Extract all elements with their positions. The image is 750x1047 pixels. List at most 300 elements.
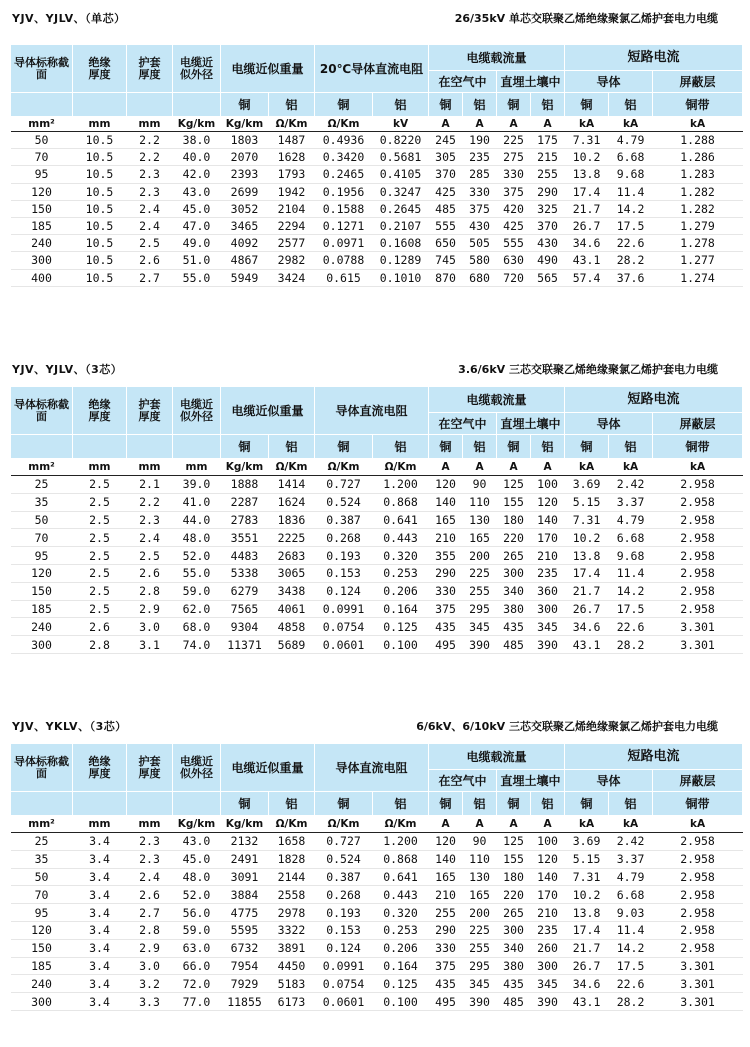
unit-cell: mm² [11,117,73,132]
table-cell: 295 [463,957,497,975]
table-cell: 1.282 [653,183,743,200]
header-sheath: 护套厚度 [127,744,173,792]
table-cell: 2.9 [127,939,173,957]
table-cell: 43.1 [565,993,609,1011]
header-in-soil: 直埋土壤中 [497,71,565,93]
table-cell: 4061 [269,600,315,618]
table-cell: 0.253 [373,564,429,582]
table-cell: 57.4 [565,269,609,286]
table-cell: 0.0991 [315,957,373,975]
spec-table [10,743,743,1011]
table-cell: 370 [531,217,565,234]
table-cell: 2.5 [127,235,173,252]
table-cell: 10.2 [565,149,609,166]
table-cell: 0.164 [373,600,429,618]
units-row [11,459,743,476]
table-cell: 41.0 [173,493,221,511]
table-cell: 28.2 [609,252,653,269]
table-cell: 0.0754 [315,618,373,636]
table-cell: 120 [429,476,463,494]
table-cell: 17.5 [609,217,653,234]
table-cell: 185 [11,217,73,234]
table-cell: 3.0 [127,618,173,636]
table-cell: 150 [11,200,73,217]
table-cell: 435 [497,975,531,993]
table-cell: 0.100 [373,636,429,654]
table-cell: 17.4 [565,183,609,200]
table-cell: 1836 [269,511,315,529]
unit-cell: mm [173,459,221,476]
unit-cell: mm [73,459,127,476]
header-cu: 铜 [497,93,531,117]
table-cell: 140 [531,511,565,529]
table-cell: 0.193 [315,547,373,565]
table-cell: 0.8220 [373,132,429,149]
table-cell: 3.301 [653,636,743,654]
table-cell: 375 [429,600,463,618]
unit-cell: kA [565,117,609,132]
table-cell: 2699 [221,183,269,200]
table-cell: 3.37 [609,850,653,868]
header-outer-diameter: 电缆近似外径 [173,387,221,435]
table-cell: 17.5 [609,600,653,618]
unit-cell: Ω/Km [269,117,315,132]
header-al: 铝 [531,792,565,816]
unit-cell: Ω/Km [269,459,315,476]
unit-cell: Kg/km [221,459,269,476]
table-row [11,529,743,547]
table-cell: 4775 [221,904,269,922]
unit-cell: A [497,459,531,476]
header-cu: 铜 [315,435,373,459]
table-cell: 1.288 [653,132,743,149]
table-cell: 3.4 [73,850,127,868]
header-in-soil: 直埋土壤中 [497,413,565,435]
unit-cell: kA [565,459,609,476]
table-cell: 2.958 [653,564,743,582]
header-copper-band: 铜带 [653,93,743,117]
header-al: 铝 [269,792,315,816]
table-cell: 2.9 [127,600,173,618]
table-cell: 215 [531,149,565,166]
table-cell: 2.4 [127,200,173,217]
table-cell: 720 [497,269,531,286]
header-al: 铝 [531,435,565,459]
header-conductor: 导体 [565,71,653,93]
table-cell: 2.2 [127,493,173,511]
table-cell: 300 [531,957,565,975]
table-cell: 580 [463,252,497,269]
table-cell: 3.4 [73,975,127,993]
table-cell: 14.2 [609,939,653,957]
units-row [11,816,743,833]
table-cell: 345 [531,975,565,993]
unit-cell: Ω/Km [315,816,373,833]
table-cell: 7565 [221,600,269,618]
section-model-title: YJV、YJLV、（单芯） [12,12,126,25]
table-cell: 260 [531,939,565,957]
table-cell: 2393 [221,166,269,183]
table-cell: 10.5 [73,217,127,234]
table-cell: 63.0 [173,939,221,957]
table-cell: 1414 [269,476,315,494]
table-cell: 0.868 [373,850,429,868]
table-cell: 300 [11,993,73,1011]
table-cell: 430 [531,235,565,252]
table-cell: 630 [497,252,531,269]
table-row [11,166,743,183]
table-cell: 275 [497,149,531,166]
table-cell: 295 [463,600,497,618]
table-cell: 0.2107 [373,217,429,234]
table-cell: 2.958 [653,582,743,600]
header-conductor: 导体 [565,770,653,792]
table-cell: 3.4 [73,868,127,886]
table-cell: 1942 [269,183,315,200]
table-cell: 1.200 [373,476,429,494]
table-cell: 37.6 [609,269,653,286]
header-cu: 铜 [565,435,609,459]
table-cell: 44.0 [173,511,221,529]
table-cell: 0.387 [315,511,373,529]
header-al: 铝 [373,792,429,816]
table-cell: 2491 [221,850,269,868]
header-conductor: 导体 [565,413,653,435]
table-cell: 435 [429,975,463,993]
table-cell: 2104 [269,200,315,217]
table-cell: 0.443 [373,529,429,547]
table-cell: 360 [531,582,565,600]
header-al: 铝 [531,93,565,117]
table-cell: 28.2 [609,993,653,1011]
table-row [11,217,743,234]
table-cell: 4450 [269,957,315,975]
unit-cell: kA [653,459,743,476]
header-in-soil: 直埋土壤中 [497,770,565,792]
table-cell: 1.283 [653,166,743,183]
table-cell: 26.7 [565,217,609,234]
table-cell: 0.153 [315,564,373,582]
table-row [11,476,743,494]
table-cell: 555 [497,235,531,252]
table-cell: 7954 [221,957,269,975]
table-row [11,200,743,217]
unit-cell: mm² [11,459,73,476]
unit-cell: mm [127,459,173,476]
table-cell: 0.4105 [373,166,429,183]
unit-cell: kA [609,459,653,476]
table-cell: 2.958 [653,868,743,886]
table-cell: 0.124 [315,582,373,600]
table-cell: 325 [531,200,565,217]
unit-cell: kA [565,816,609,833]
table-cell: 0.0601 [315,636,373,654]
table-cell: 340 [497,939,531,957]
table-cell: 10.5 [73,149,127,166]
table-cell: 1888 [221,476,269,494]
table-cell: 17.4 [565,564,609,582]
table-cell: 4483 [221,547,269,565]
table-cell: 1624 [269,493,315,511]
table-cell: 3.301 [653,975,743,993]
table-cell: 0.206 [373,939,429,957]
table-cell: 2.5 [73,476,127,494]
table-cell: 0.524 [315,493,373,511]
table-row [11,183,743,200]
table-cell: 210 [531,904,565,922]
table-cell: 1.279 [653,217,743,234]
table-body [11,459,743,654]
table-cell: 0.0754 [315,975,373,993]
table-cell: 1.278 [653,235,743,252]
table-cell: 165 [463,886,497,904]
table-cell: 3.4 [73,886,127,904]
unit-cell: A [429,117,463,132]
table-cell: 125 [497,833,531,851]
table-cell: 4.79 [609,132,653,149]
table-cell: 3.4 [73,904,127,922]
header-weight: 电缆近似重量 [221,744,315,792]
table-cell: 435 [497,618,531,636]
table-cell: 3065 [269,564,315,582]
table-row [11,132,743,149]
table-cell: 210 [531,547,565,565]
table-cell: 0.1010 [373,269,429,286]
table-cell: 200 [463,904,497,922]
table-cell: 0.615 [315,269,373,286]
table-cell: 435 [429,618,463,636]
table-cell: 50 [11,511,73,529]
unit-cell: mm [127,816,173,833]
header-al: 铝 [463,93,497,117]
table-cell: 3.2 [127,975,173,993]
table-cell: 42.0 [173,166,221,183]
table-cell: 3322 [269,921,315,939]
table-cell: 1.277 [653,252,743,269]
table-cell: 330 [497,166,531,183]
table-cell: 120 [531,493,565,511]
table-body [11,117,743,287]
section-product-title: 26/35kV 单芯交联聚乙烯绝缘聚氯乙烯护套电力电缆 [454,12,718,25]
table-cell: 175 [531,132,565,149]
table-row [11,886,743,904]
table-cell: 2.958 [653,511,743,529]
header-al: 铝 [373,435,429,459]
table-cell: 125 [497,476,531,494]
section-product-title: 3.6/6kV 三芯交联聚乙烯绝缘聚氯乙烯护套电力电缆 [458,363,718,376]
table-cell: 14.2 [609,582,653,600]
header-outer-diameter: 电缆近似外径 [173,45,221,93]
table-cell: 255 [463,939,497,957]
table-cell: 90 [463,476,497,494]
unit-cell: Ω/Km [315,117,373,132]
table-cell: 3465 [221,217,269,234]
unit-cell: A [531,117,565,132]
table-cell: 10.5 [73,166,127,183]
table-cell: 21.7 [565,939,609,957]
table-cell: 355 [429,547,463,565]
table-cell: 2.8 [127,582,173,600]
table-cell: 2.5 [127,547,173,565]
table-cell: 3.69 [565,833,609,851]
table-cell: 11371 [221,636,269,654]
table-cell: 17.5 [609,957,653,975]
table-cell: 5.15 [565,850,609,868]
table-cell: 38.0 [173,132,221,149]
table-cell: 490 [531,252,565,269]
table-cell: 2.5 [73,564,127,582]
table-cell: 7.31 [565,511,609,529]
table-cell: 90 [463,833,497,851]
table-cell: 2.7 [127,269,173,286]
table-cell: 2.3 [127,850,173,868]
table-cell: 3551 [221,529,269,547]
table-cell: 2683 [269,547,315,565]
table-cell: 120 [531,850,565,868]
table-cell: 0.3247 [373,183,429,200]
table-cell: 11855 [221,993,269,1011]
table-cell: 2.6 [127,564,173,582]
header-al: 铝 [463,435,497,459]
table-cell: 140 [531,868,565,886]
table-cell: 3.4 [73,833,127,851]
table-cell: 2070 [221,149,269,166]
table-row [11,600,743,618]
table-row [11,235,743,252]
table-cell: 11.4 [609,564,653,582]
table-cell: 300 [11,252,73,269]
table-cell: 255 [463,582,497,600]
table-cell: 22.6 [609,235,653,252]
header-size: 导体标称截面 [11,45,73,93]
header-cu: 铜 [315,792,373,816]
table-row [11,868,743,886]
table-cell: 485 [497,636,531,654]
table-cell: 425 [497,217,531,234]
header-al: 铝 [373,93,429,117]
table-cell: 72.0 [173,975,221,993]
header-shield: 屏蔽层 [653,71,743,93]
unit-cell: Ω/Km [373,459,429,476]
table-cell: 10.5 [73,252,127,269]
table-cell: 68.0 [173,618,221,636]
header-al: 铝 [609,435,653,459]
table-cell: 5949 [221,269,269,286]
table-cell: 2.958 [653,904,743,922]
table-cell: 2577 [269,235,315,252]
table-cell: 3.301 [653,618,743,636]
table-cell: 650 [429,235,463,252]
table-cell: 300 [531,600,565,618]
header-al: 铝 [269,93,315,117]
table-cell: 0.0991 [315,600,373,618]
table-cell: 4.79 [609,511,653,529]
table-cell: 5183 [269,975,315,993]
unit-cell: mm [127,117,173,132]
table-cell: 2144 [269,868,315,886]
table-cell: 21.7 [565,200,609,217]
table-cell: 59.0 [173,582,221,600]
table-row [11,564,743,582]
table-cell: 2.3 [127,511,173,529]
table-cell: 2.958 [653,529,743,547]
unit-cell: A [429,459,463,476]
table-cell: 13.8 [565,904,609,922]
table-cell: 210 [429,529,463,547]
table-cell: 2.958 [653,939,743,957]
table-cell: 2.5 [73,511,127,529]
table-cell: 3891 [269,939,315,957]
table-cell: 0.2465 [315,166,373,183]
table-cell: 2.3 [127,166,173,183]
table-cell: 2783 [221,511,269,529]
table-cell: 56.0 [173,904,221,922]
table-cell: 170 [531,886,565,904]
table-cell: 165 [429,511,463,529]
table-cell: 13.8 [565,547,609,565]
table-cell: 375 [463,200,497,217]
table-cell: 5338 [221,564,269,582]
table-row [11,975,743,993]
spec-table [10,386,743,654]
header-outer-diameter: 电缆近似外径 [173,744,221,792]
header-in-air: 在空气中 [429,770,497,792]
table-cell: 180 [497,868,531,886]
table-cell: 3.4 [73,993,127,1011]
header-current: 电缆载流量 [429,744,565,770]
table-cell: 22.6 [609,618,653,636]
table-cell: 430 [463,217,497,234]
table-cell: 0.125 [373,618,429,636]
table-cell: 47.0 [173,217,221,234]
header-copper-band: 铜带 [653,792,743,816]
header-short-circuit: 短路电流 [565,45,743,71]
table-cell: 2982 [269,252,315,269]
table-cell: 2.5 [73,547,127,565]
table-cell: 245 [429,132,463,149]
table-cell: 70 [11,886,73,904]
unit-cell: A [463,816,497,833]
table-cell: 240 [11,235,73,252]
table-row [11,921,743,939]
table-cell: 77.0 [173,993,221,1011]
table-cell: 7929 [221,975,269,993]
header-shield: 屏蔽层 [653,413,743,435]
table-cell: 485 [497,993,531,1011]
table-cell: 1793 [269,166,315,183]
header-resistance: 导体直流电阻 [315,744,429,792]
table-cell: 43.0 [173,833,221,851]
table-row [11,939,743,957]
table-cell: 5595 [221,921,269,939]
table-cell: 11.4 [609,921,653,939]
table-cell: 180 [497,511,531,529]
table-row [11,957,743,975]
table-cell: 1828 [269,850,315,868]
table-cell: 22.6 [609,975,653,993]
header-in-air: 在空气中 [429,413,497,435]
table-cell: 290 [531,183,565,200]
table-cell: 1.274 [653,269,743,286]
table-cell: 0.268 [315,529,373,547]
table-cell: 55.0 [173,269,221,286]
header-cu: 铜 [221,93,269,117]
table-cell: 555 [429,217,463,234]
table-cell: 2.958 [653,493,743,511]
table-cell: 0.1271 [315,217,373,234]
table-cell: 21.7 [565,582,609,600]
table-cell: 3.37 [609,493,653,511]
